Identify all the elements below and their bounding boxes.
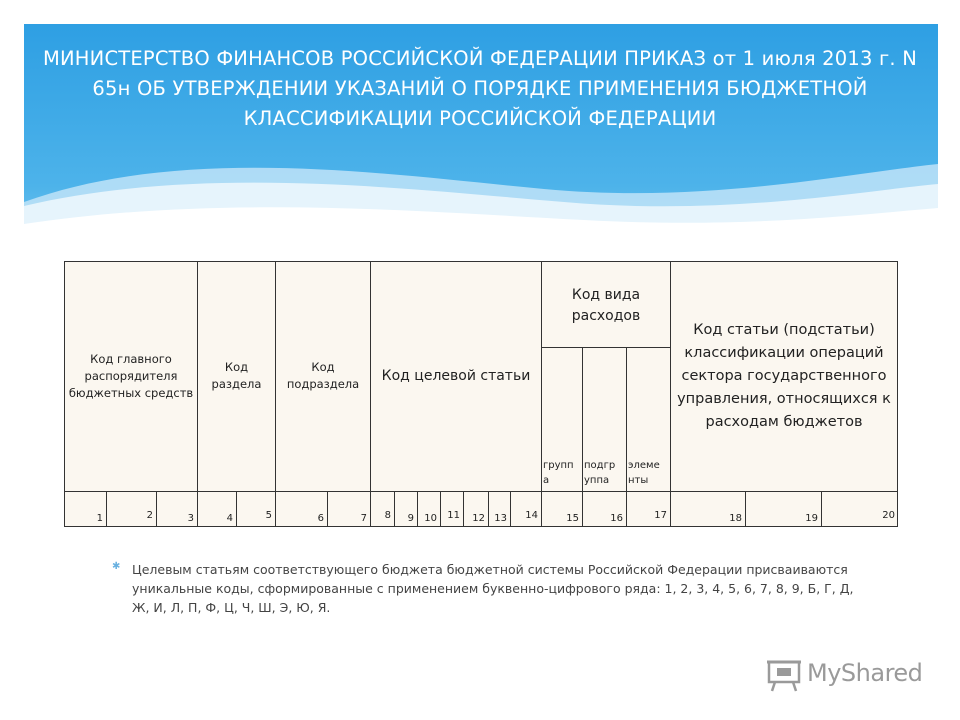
column-number: 1 <box>96 513 103 524</box>
column-number: 7 <box>360 513 367 524</box>
subheader-elements: элеме нты <box>628 460 660 486</box>
slide-title: МИНИСТЕРСТВО ФИНАНСОВ РОССИЙСКОЙ ФЕДЕРАЦИИ ПРИКАЗ от 1 июля 2013 г. N 65н ОБ УТВЕРЖДЕНИИ УКАЗАНИЙ О ПОРЯДКЕ ПРИМЕНЕНИЯ БЮДЖЕТНОЙ КЛАССИФИКАЦИИ РОССИЙСКОЙ ФЕДЕРАЦИИ <box>43 47 917 130</box>
star-bullet-icon: ✱ <box>112 561 121 572</box>
myshared-watermark <box>767 658 927 692</box>
column-number: 9 <box>407 513 414 524</box>
header-operations-article: Код статьи (подстатьи) классификации операций сектора государственного управления, относящихся к расходам бюджетов <box>677 321 891 430</box>
column-number: 10 <box>424 513 437 524</box>
header-expense-kind: Код вида расходов <box>571 287 641 324</box>
column-number: 18 <box>729 513 742 524</box>
subheader-group: групп а <box>543 460 574 486</box>
column-number: 3 <box>187 513 194 524</box>
header-target-article: Код целевой статьи <box>381 367 531 384</box>
column-number: 13 <box>494 513 507 524</box>
column-number: 15 <box>566 513 579 524</box>
column-number: 17 <box>654 510 667 521</box>
header-subsection: Код подраздела <box>286 360 360 391</box>
column-number: 2 <box>146 510 153 521</box>
budget-code-table <box>64 261 898 527</box>
column-number: 5 <box>265 510 272 521</box>
column-number: 19 <box>805 513 818 524</box>
watermark-text: MyShared <box>807 659 923 687</box>
header-section: Код раздела <box>211 360 262 391</box>
note-text: Целевым статьям соответствующего бюджета бюджетной системы Российской Федерации присваиваются уникальные коды, сформированные с применением буквенно-цифрового ряда: 1, 2, 3, 4, 5, 6, 7, 8, 9, Б, Г, Д, Ж, И, Л, П, Ф, Ц, Ч, Ш, Э, Ю, Я. <box>132 562 854 615</box>
column-number: 6 <box>317 513 324 524</box>
subheader-subgroup: подгр уппа <box>584 460 616 486</box>
header-main-manager: Код главного распорядителя бюджетных средств <box>68 351 194 400</box>
presentation-board-icon <box>767 658 803 692</box>
column-number: 20 <box>882 510 895 521</box>
column-number: 8 <box>384 510 391 521</box>
column-number: 12 <box>472 513 485 524</box>
column-number: 11 <box>447 510 460 521</box>
column-number: 16 <box>610 513 623 524</box>
column-number: 14 <box>525 510 538 521</box>
column-number: 4 <box>226 513 233 524</box>
